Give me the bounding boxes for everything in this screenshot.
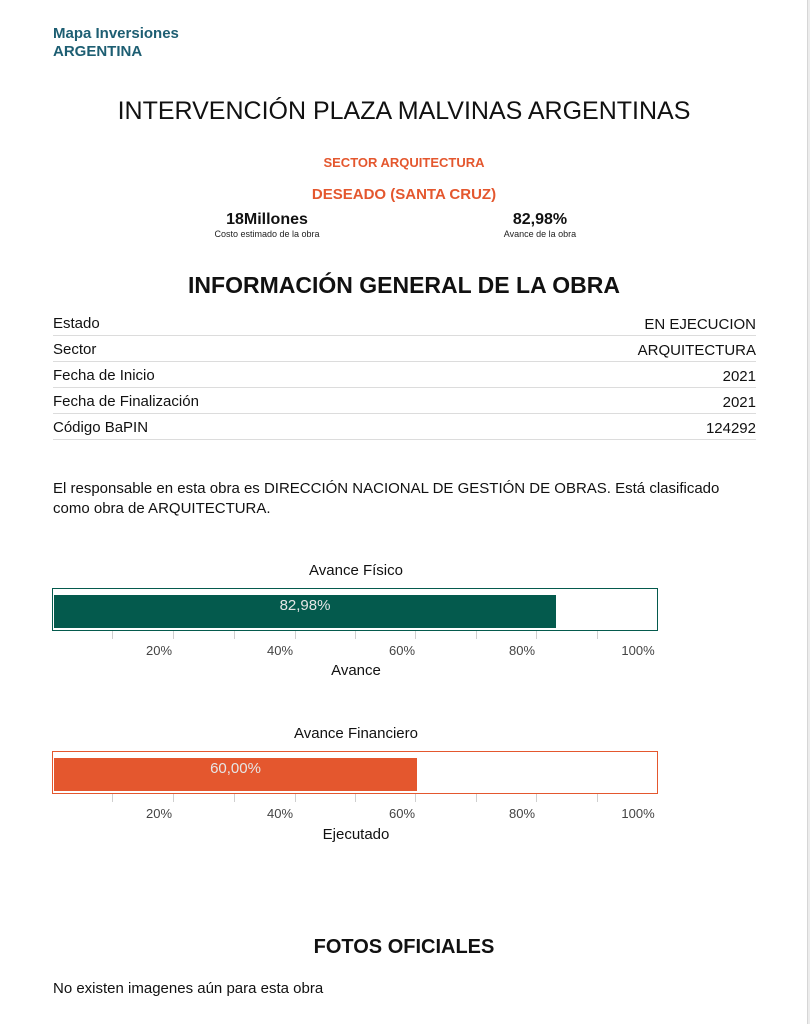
- cost-value: 18Millones: [226, 211, 308, 228]
- info-value: 2021: [722, 368, 756, 385]
- physical-chart-title: Avance Físico: [309, 562, 403, 579]
- info-row: [53, 388, 756, 414]
- info-value: 124292: [705, 420, 756, 437]
- responsible-description: El responsable en esta obra es DIRECCIÓN NACIONAL DE GESTIÓN DE OBRAS. Está clasificado como obra de ARQUITECTURA.: [53, 480, 720, 517]
- axis-tick-label: 60%: [388, 806, 416, 821]
- axis-tick-label: 20%: [145, 806, 173, 821]
- axis-tick: [295, 631, 296, 639]
- photos-section-title: FOTOS OFICIALES: [313, 936, 495, 958]
- axis-tick-label: 40%: [266, 806, 294, 821]
- info-label: Código BaPIN: [53, 419, 149, 436]
- physical-progress-bar: [52, 588, 658, 631]
- info-value: EN EJECUCION: [644, 316, 756, 333]
- axis-tick: [112, 794, 113, 802]
- axis-tick: [355, 794, 356, 802]
- axis-tick: [476, 631, 477, 639]
- info-section-title: INFORMACIÓN GENERAL DE LA OBRA: [188, 272, 620, 298]
- axis-tick: [536, 794, 537, 802]
- axis-tick-label: 60%: [388, 643, 416, 658]
- axis-tick: [112, 631, 113, 639]
- axis-tick: [295, 794, 296, 802]
- financial-progress-label: 60,00%: [210, 760, 261, 777]
- project-title: INTERVENCIÓN PLAZA MALVINAS ARGENTINAS: [117, 97, 691, 125]
- info-row: [53, 362, 756, 388]
- financial-progress-bar: [52, 751, 658, 794]
- info-row: [53, 310, 756, 336]
- physical-progress-label: 82,98%: [279, 597, 331, 614]
- info-label: Fecha de Inicio: [53, 367, 155, 384]
- brand-line-1: Mapa Inversiones: [53, 25, 179, 42]
- axis-tick: [415, 631, 416, 639]
- project-sector: SECTOR ARQUITECTURA: [323, 155, 485, 170]
- axis-tick: [234, 631, 235, 639]
- physical-axis-title: Avance: [331, 662, 381, 679]
- financial-axis-title: Ejecutado: [322, 826, 390, 843]
- axis-tick-label: 100%: [621, 806, 655, 821]
- photos-empty-message: No existen imagenes aún para esta obra: [53, 980, 324, 997]
- info-row: [53, 336, 756, 362]
- info-table: [53, 310, 756, 440]
- axis-tick: [597, 794, 598, 802]
- axis-tick: [355, 631, 356, 639]
- axis-tick: [476, 794, 477, 802]
- progress-label: Avance de la obra: [503, 229, 577, 239]
- financial-axis: [52, 797, 658, 823]
- project-region: DESEADO (SANTA CRUZ): [311, 186, 497, 203]
- axis-tick: [597, 631, 598, 639]
- axis-tick-label: 80%: [508, 806, 536, 821]
- axis-tick: [536, 631, 537, 639]
- info-label: Estado: [53, 315, 100, 332]
- brand-line-2: ARGENTINA: [53, 43, 143, 60]
- axis-tick-label: 80%: [508, 643, 536, 658]
- physical-axis: [52, 634, 658, 660]
- axis-tick-label: 20%: [145, 643, 173, 658]
- cost-label: Costo estimado de la obra: [214, 229, 320, 239]
- cost-stat: [187, 211, 347, 240]
- progress-value: 82,98%: [512, 211, 568, 228]
- axis-tick: [173, 794, 174, 802]
- info-label: Sector: [53, 341, 97, 358]
- info-row: [53, 414, 756, 440]
- axis-tick: [173, 631, 174, 639]
- axis-tick: [415, 794, 416, 802]
- info-label: Fecha de Finalización: [53, 393, 199, 410]
- progress-stat: [460, 211, 620, 240]
- axis-tick: [234, 794, 235, 802]
- info-value: ARQUITECTURA: [637, 342, 756, 359]
- financial-chart-title: Avance Financiero: [294, 725, 418, 742]
- axis-tick-label: 100%: [621, 643, 655, 658]
- axis-tick-label: 40%: [266, 643, 294, 658]
- info-value: 2021: [722, 394, 756, 411]
- brand-logo[interactable]: [53, 25, 179, 61]
